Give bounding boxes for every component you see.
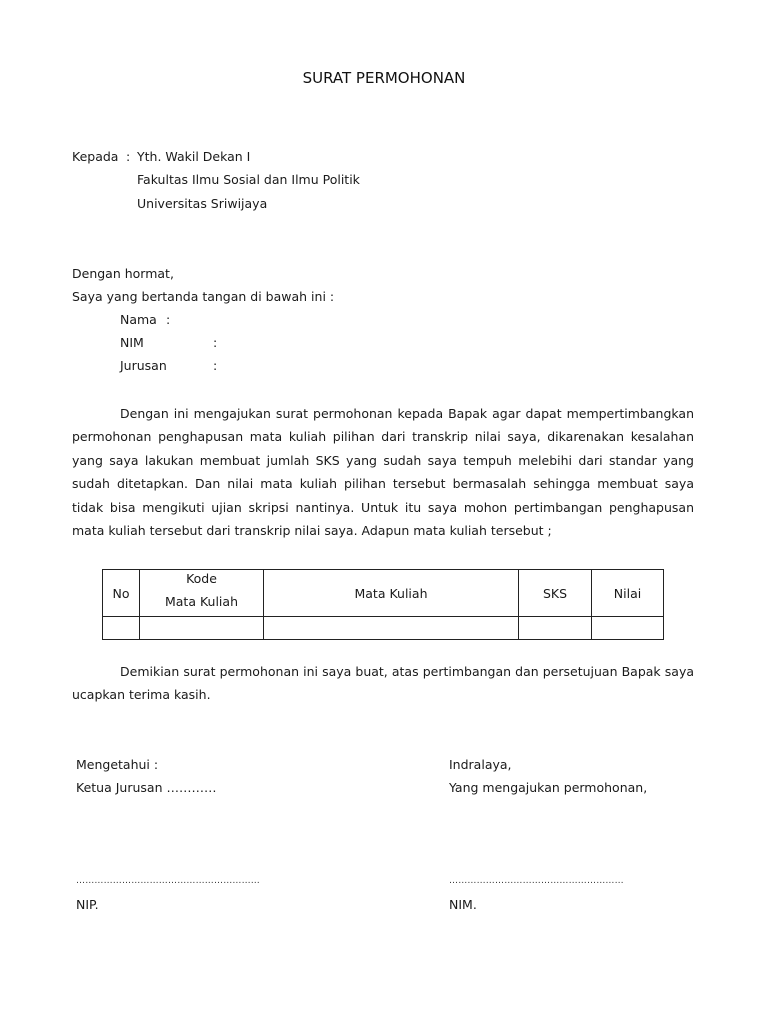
body-paragraph-text: Dengan ini mengajukan surat permohonan kepada Bapak agar dapat mempertimbangkan permohonan penghapusan mata kuliah pilihan dari transkrip nilai saya, dikarenakan kesalahan yang saya lakukan membuat jumlah SKS yang sudah saya tempuh melebihi dari standar yang sudah ditetapkan. Dan nilai mata kuliah pilihan tersebut bermasalah sehingga membuat saya tidak bisa mengikuti ujian skripsi nantinya. Untuk itu saya mohon pertimbangan penghapusan mata kuliah tersebut dari transkrip nilai saya. Adapun mata kuliah tersebut ; [72,406,694,539]
cell-nilai [592,617,664,640]
cell-mata-kuliah [264,617,519,640]
body-paragraph [72,402,694,542]
course-table-header-row [103,570,664,617]
nim-label: NIM. [449,897,477,912]
mengetahui-label: Mengetahui : [76,757,159,772]
header-kode-line-2: Mata Kuliah [164,594,238,609]
recipient-line-3: Universitas Sriwijaya [137,196,268,211]
recipient-line-2: Fakultas Ilmu Sosial dan Ilmu Politik [137,172,360,187]
header-sks: SKS [519,570,592,617]
cell-kode [140,617,264,640]
signature-line-right: ………………………………………………… [449,876,624,886]
signature-line-left: …………………………………………………… [76,876,260,886]
closing-paragraph [72,660,694,707]
field-nama-colon: : [166,312,171,327]
header-kode [140,570,264,617]
recipient-line-1: Yth. Wakil Dekan I [137,149,251,164]
header-nilai: Nilai [592,570,664,617]
field-nim-label: NIM [120,335,144,350]
course-table [102,569,664,640]
closing-paragraph-text: Demikian surat permohonan ini saya buat, atas pertimbangan dan persetujuan Bapak saya ucapkan terima kasih. [72,664,694,703]
salutation: Dengan hormat, [72,266,174,281]
cell-sks [519,617,592,640]
intro-line: Saya yang bertanda tangan di bawah ini : [72,289,335,304]
place-label: Indralaya, [449,757,512,772]
ketua-jurusan-label: Ketua Jurusan ………… [76,780,217,795]
header-kode-line-1: Kode [186,571,217,586]
field-nama-label: Nama [120,312,157,327]
field-jurusan-label: Jurusan [120,358,167,373]
recipient-colon: : [126,149,131,164]
nip-label: NIP. [76,897,99,912]
recipient-label: Kepada [72,149,119,164]
field-nim-colon: : [213,335,218,350]
header-no: No [103,570,140,617]
letter-title: SURAT PERMOHONAN [302,69,466,87]
applicant-label: Yang mengajukan permohonan, [449,780,648,795]
header-mata-kuliah: Mata Kuliah [264,570,519,617]
field-jurusan-colon: : [213,358,218,373]
table-row [103,617,664,640]
cell-no [103,617,140,640]
